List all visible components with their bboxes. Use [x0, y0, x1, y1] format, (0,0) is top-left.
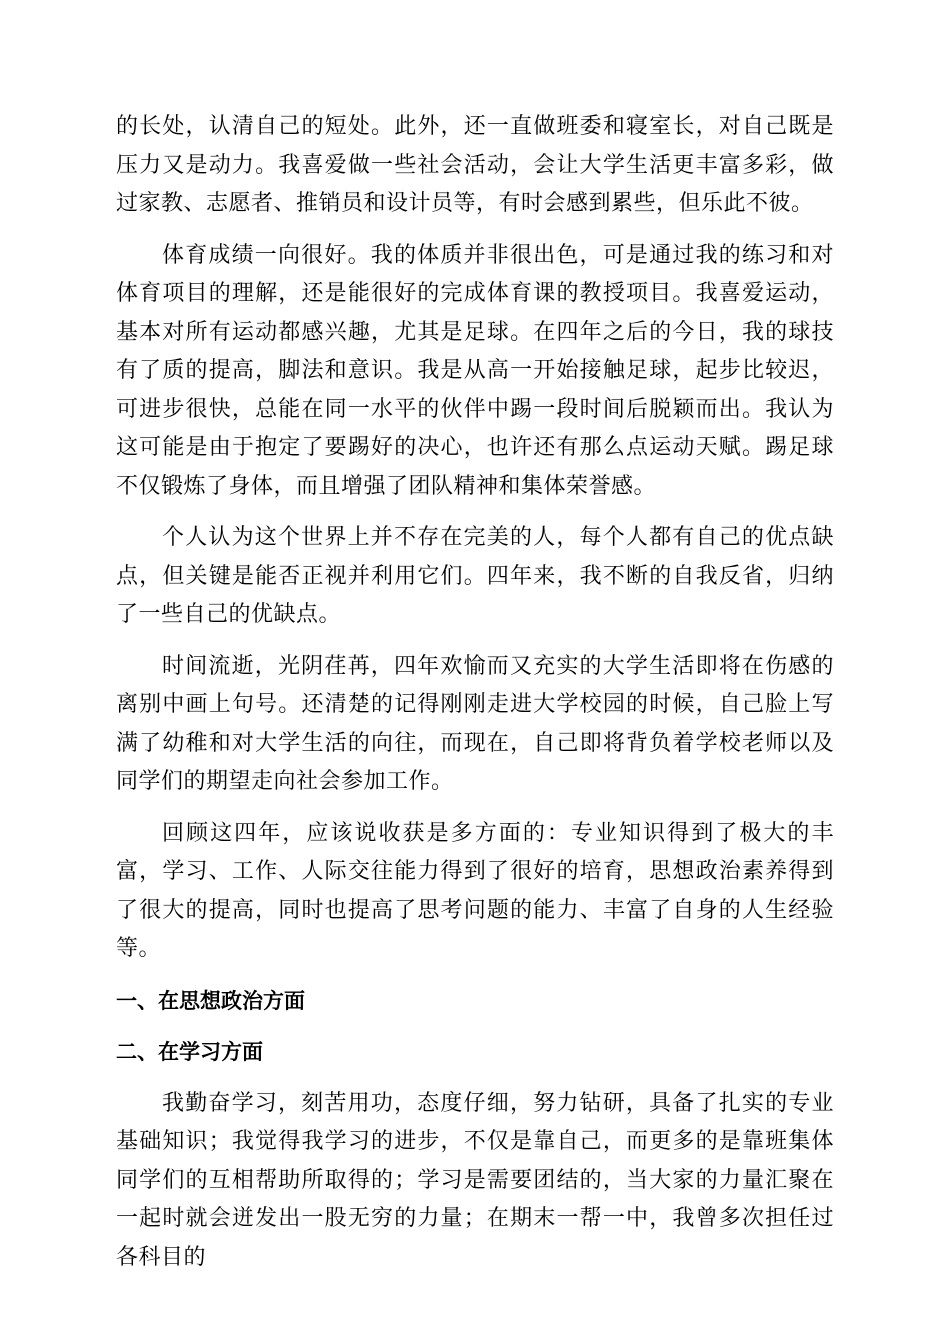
heading-political-thought: 一、在思想政治方面 [116, 988, 305, 1013]
paragraph-time-passing: 时间流逝，光阴荏苒，四年欢愉而又充实的大学生活即将在伤感的离别中画上句号。还清楚的记得刚刚走进大学校园的时候，自己脸上写满了幼稚和对大学生活的向往，而现在，自己即将背负着学校老师以及同学们的期望走向社会参加工作。 [116, 653, 834, 794]
paragraph-self-reflection: 个人认为这个世界上并不存在完美的人，每个人都有自己的优点缺点，但关键是能否正视并利用它们。四年来，我不断的自我反省，归纳了一些自己的优缺点。 [116, 525, 834, 627]
heading-study: 二、在学习方面 [116, 1040, 263, 1064]
paragraph-study: 我勤奋学习，刻苦用功，态度仔细，努力钻研，具备了扎实的专业基础知识；我觉得我学习的进步，不仅是靠自己，而更多的是靠班集体同学们的互相帮助所取得的；学习是需要团结的，当大家的力量汇聚在一起时就会迸发出一股无穷的力量；在期末一帮一中，我曾多次担任过各科目的 [116, 1090, 834, 1270]
paragraph-strengths-continued: 的长处，认清自己的短处。此外，还一直做班委和寝室长，对自己既是压力又是动力。我喜爱做一些社会活动，会让大学生活更丰富多彩，做过家教、志愿者、推销员和设计员等，有时会感到累些，但乐此不彼。 [116, 114, 834, 216]
paragraph-review: 回顾这四年，应该说收获是多方面的：专业知识得到了极大的丰富，学习、工作、人际交往能力得到了很好的培育，思想政治素养得到了很大的提高，同时也提高了思考问题的能力、丰富了自身的人生经验等。 [116, 820, 834, 961]
paragraph-sports: 体育成绩一向很好。我的体质并非很出色，可是通过我的练习和对体育项目的理解，还是能很好的完成体育课的教授项目。我喜爱运动，基本对所有运动都感兴趣，尤其是足球。在四年之后的今日，我的球技有了质的提高，脚法和意识。我是从高一开始接触足球，起步比较迟，可进步很快，总能在同一水平的伙伴中踢一段时间后脱颖而出。我认为这可能是由于抱定了要踢好的决心，也许还有那么点运动天赋。踢足球不仅锻炼了身体，而且增强了团队精神和集体荣誉感。 [116, 242, 834, 499]
document-page [116, 108, 834, 1290]
